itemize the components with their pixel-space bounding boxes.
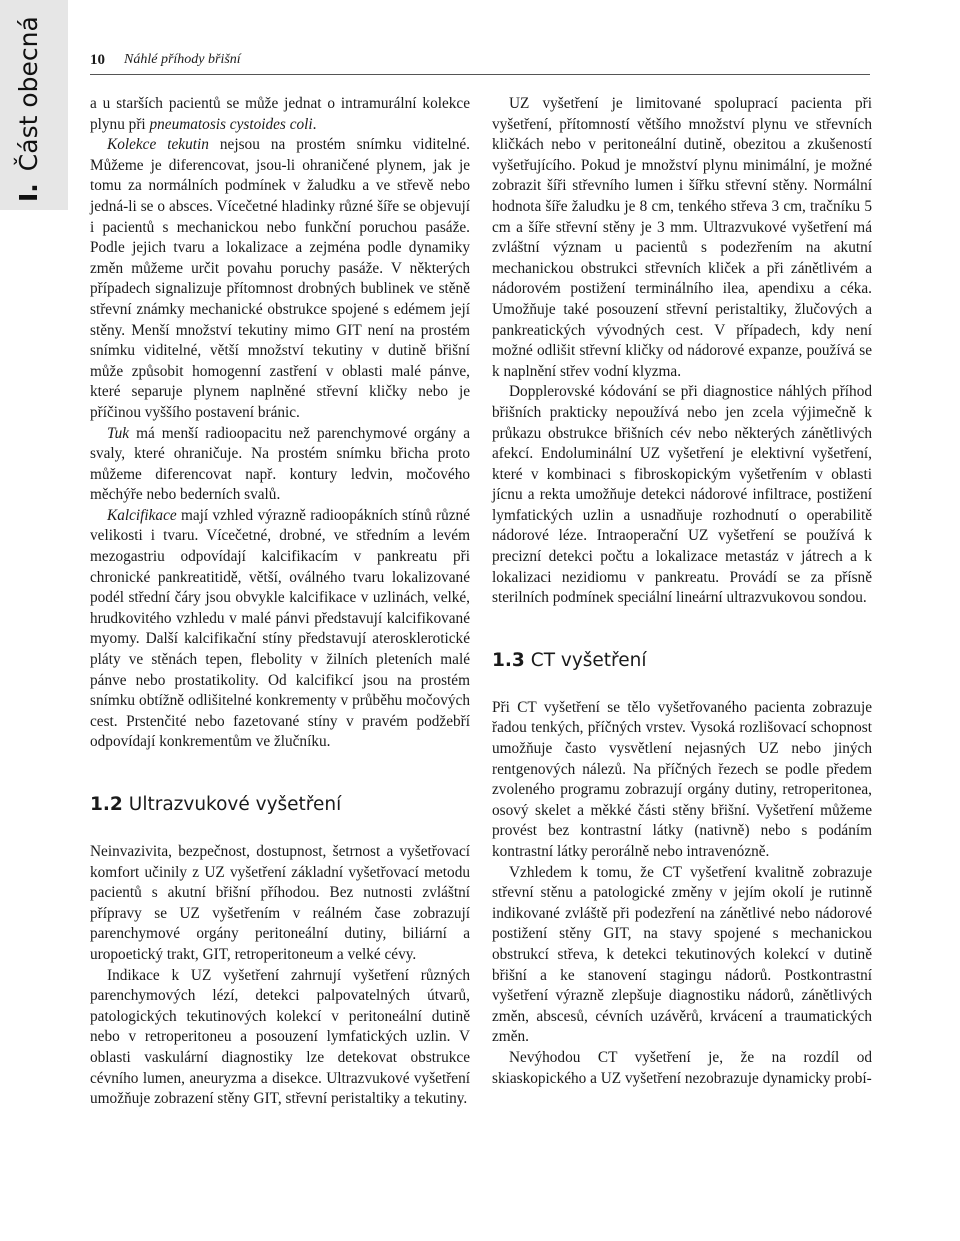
paragraph: Vzhledem k tomu, že CT vyšetření kvalitně zobrazuje střevní stěnu a patologické změny v jejím okolí je rutinně indikované zvláště při podezření na zánětlivé nebo nádorové postižení stěny GIT, na stavy spojené s mechanickou obstrukcí střeva, k detekci tekutinových kolekcí v dutině břišní a ke stanovení stagingu nádorů. Postkontrastní vyšetření výrazně zlepšuje diagnostiku nádorů, zánětlivých změn, abscesů, cévních uzávěrů, krvácení a traumatických změn.: [492, 863, 872, 1046]
left-column: [90, 94, 470, 1110]
page-number: 10: [90, 52, 105, 68]
paragraph: Tuk má menší radioopacitu než parenchymové orgány a svaly, které ohraničuje. Na prostém snímku břicha proto můžeme diferencovat např. kontury ledvin, močového měchýře nebo bederních svalů.: [90, 424, 470, 504]
emphasis: Tuk: [107, 424, 130, 442]
section-heading-ct: [492, 649, 872, 673]
emphasis: pneumatosis cystoides coli: [149, 115, 313, 133]
paragraph: a u starších pacientů se může jednat o intramurální kolekce plynu při pneumatosis cystoides coli.: [90, 95, 470, 133]
paragraph: Kalcifikace mají vzhled výrazně radioopákních stínů různé velikosti i tvaru. Vícečetné, drobné, ve středním a levém mezogastriu odpovídají kalcifikacím v pankreatu při chronické pankreatitidě, větší, oválného tvaru lokalizované podél střední čáry jsou obvykle kalcifikace v uzlinách, velké, hrudkovitého vzhledu v malé pánvi představují kalcifikované myomy. Další kalcifikační stíny představují aterosklerotické pláty ve stěnách tepen, flebolity v žilních pleteních malé pánve nebo prostatikolity. Od kalcifikcí jsou na prostém snímku obtížně odlišitelné konkrementy v průběhu močových cest. Prstenčité nebo fazetované stíny v pravém podžebří odpovídají konkrementům ve žlučníku.: [90, 506, 470, 751]
paragraph: UZ vyšetření je limitované spoluprací pacienta při vyšetření, přítomností většího množství plynu ve střevních kličkách nebo v peritoneální dutině, obezitou a zkušeností vyšetřujícího. Pokud je množství plynu minimální, je možné zobrazit šíři střevního lumen i šířku střevní stěny. Normální hodnota šíře žaludku je 8 cm, tenkého střeva 3 cm, tračníku 5 cm a šíře střevní stěny je 3 mm. Ultrazvukové vyšetření má zvláštní význam u pacientů s podezřením na akutní mechanickou obstrukci střevních kliček a při zánětlivém a nádorovém postižení terminálního ilea, apendixu a céka. Umožňuje také posouzení střevní peristaltiky, žlučových a pankreatických vývodných cest. V případech, kdy není možné odlišit střevní kličky od nádorové expanze, používá se k naplnění střev vodní klyzma.: [492, 95, 872, 380]
side-tab: [0, 0, 68, 1241]
part-number: I.: [14, 183, 43, 202]
paragraph: Nevýhodou CT vyšetření je, že na rozdíl od skiaskopického a UZ vyšetření nezobrazuje dynamicky probí-: [492, 1048, 872, 1087]
paragraph: Indikace k UZ vyšetření zahrnují vyšetření různých parenchymových lézí, detekci palpovatelných útvarů, patologických tekutinových kolekcí v peritoneální dutině nebo v retroperitoneu a posouzení lymfatických uzlin. V oblasti vaskulární diagnostiky lze detekovat obstrukce cévního lumen, aneuryzma a disekce. Ultrazvukové vyšetření umožňuje zobrazení stěny GIT, střevní peristaltiky a tekutiny.: [90, 966, 470, 1108]
right-column: [492, 94, 872, 1089]
section-heading-ultrasound: [90, 793, 470, 817]
section-number: 1.3: [492, 649, 525, 671]
side-tab-label: [14, 16, 43, 202]
section-title: CT vyšetření: [530, 649, 647, 671]
emphasis: Kolekce tekutin: [107, 136, 209, 154]
emphasis: Kalcifikace: [107, 506, 177, 524]
part-title: Část obecná: [14, 16, 43, 172]
section-number: 1.2: [90, 794, 123, 815]
paragraph: Dopplerovské kódování se při diagnostice náhlých příhod břišních prakticky nepoužívá nebo jen zcela výjimečně k průkazu obstrukce břišních cév nebo některých zánětlivých afekcí. Endoluminální UZ vyšetření je elektivní vyšetření, které v kombinaci s fibroskopickým vyšetřením v oblasti jícnu a rekta umožňuje detekci nádorové infiltrace, postižení lymfatických uzlin a usnadňuje rozhodnutí o operabilitě nádorové léze. Intraoperační UZ vyšetření se používá k precizní detekci počtu a lokalizace metastáz v játrech a k lokalizaci nezidiomu v pankreatu. Provádí se za přísně sterilních podmínek speciální lineární ultrazvukovou sondou.: [492, 383, 872, 607]
paragraph: Neinvazivita, bezpečnost, dostupnost, šetrnost a vyšetřovací komfort učinily z UZ vyšetření základní vyšetřovací metodu pacientů s akutní břišní příhodou. Bez nutnosti zvláštní přípravy se UZ vyšetřením v reálném čase zobrazují parenchymové orgány peritoneální dutiny, biliární a uropoetický trakt, GIT, retroperitoneum a velké cévy.: [90, 843, 470, 963]
running-title: Náhlé příhody břišní: [124, 52, 241, 67]
paragraph: Kolekce tekutin nejsou na prostém snímku viditelné. Můžeme je diferencovat, jsou-li ohraničené plynem, jak je tomu za normálních podmínek v žaludku a ve střevě nebo jedná-li se o absces. Vícečetné hladinky různé šíře se objevují i pacientů s mechanickou nebo funkční poruchou pasáže. Podle jejich tvaru a lokalizace a zejména podle dynamiky změn můžeme určit povahu poruchy pasáže. V některých případech signalizuje přítomnost drobných bublinek ve stěně střevní známky mechanické obstrukce spojené s edémem její stěny. Menší množství tekutiny mimo GIT není na prostém snímku viditelné, větší množství tekutiny v dutině břišní může způsobit homogenní zastření v oblasti malé pánve, které separuje plynem naplněné střevní kličky nebo je příčinou vyššího postavení bránic.: [90, 136, 470, 421]
paragraph: Při CT vyšetření se tělo vyšetřovaného pacienta zobrazuje řadou tenkých, příčných vrstev. Vysoká rozlišovací schopnost umožňuje často vysvětlení nejasných UZ nebo jiných rentgenových nálezů. Na příčných řezech se podle předem zvoleného programu zobrazují orgány dutiny, retroperitonea, osový skelet a měkké části stěny břišní. Vyšetření můžeme provést bez kontrastní látky (nativně) nebo s podáním kontrastní látky perorálně nebo intravenózně.: [492, 698, 872, 860]
running-header: [90, 52, 870, 75]
section-title: Ultrazvukové vyšetření: [128, 794, 342, 815]
